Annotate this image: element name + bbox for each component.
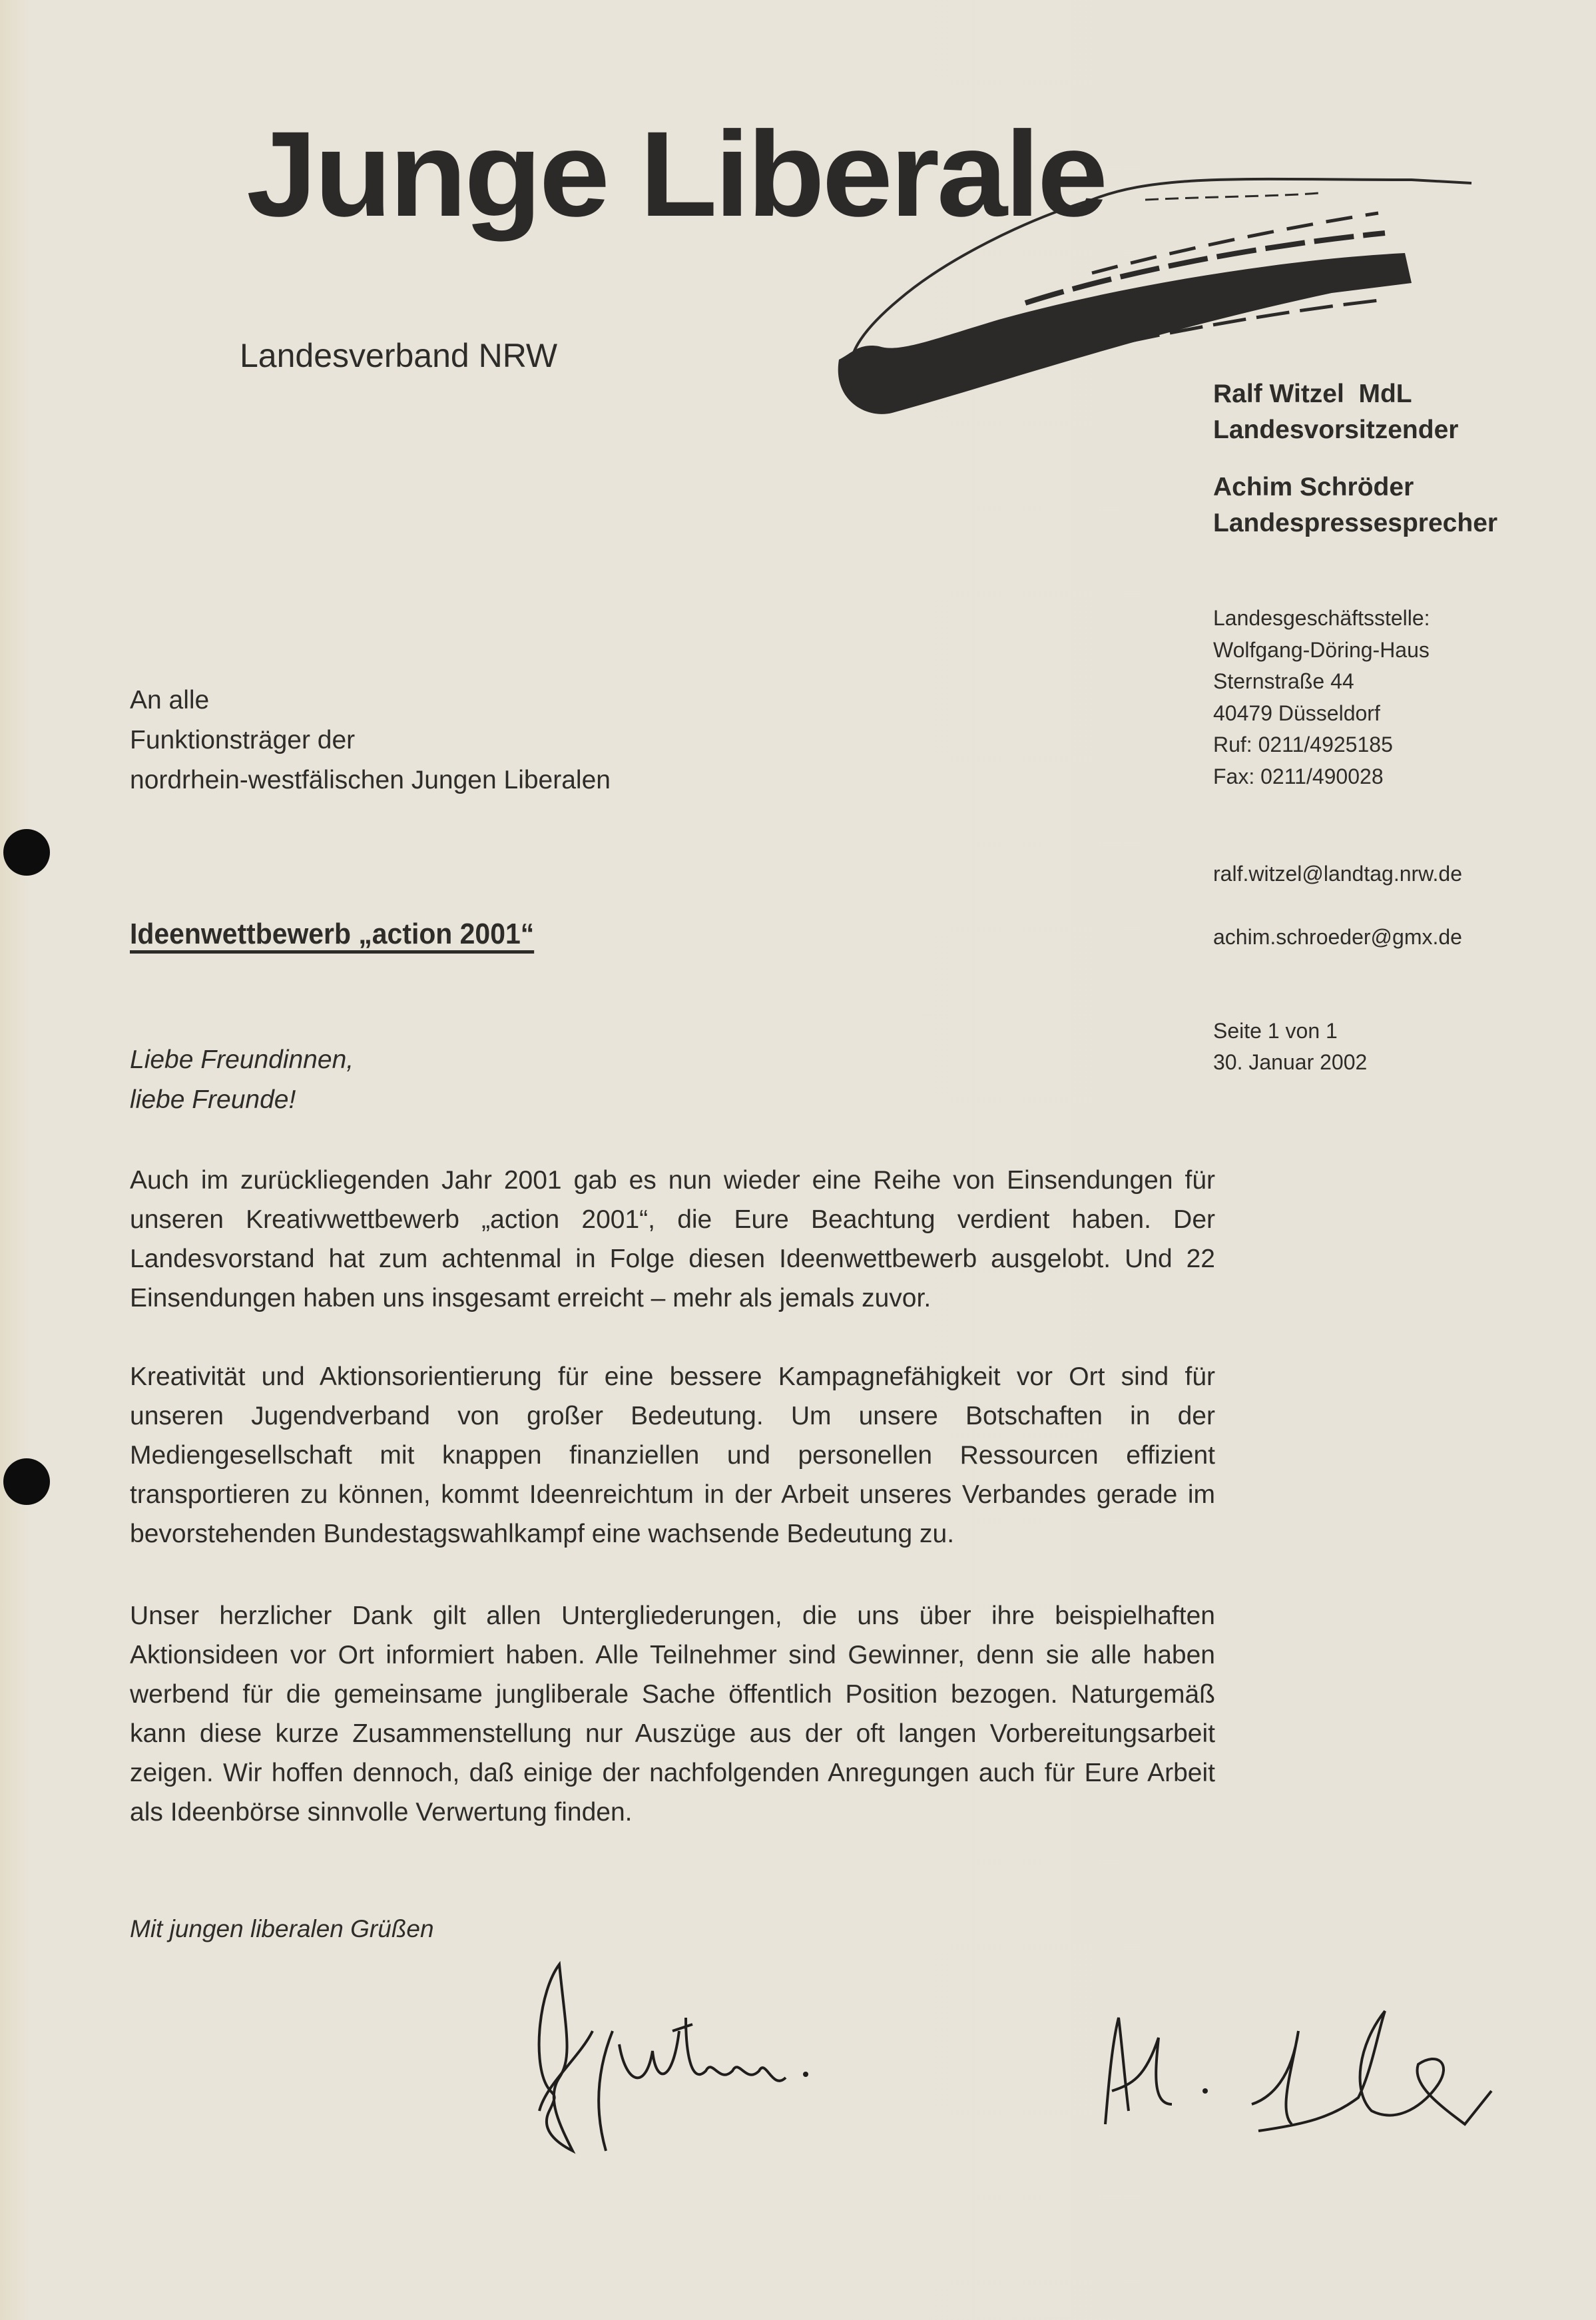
sig-witzel-stroke-1 <box>539 1964 573 2151</box>
sig-schroeder-stroke-1 <box>1105 2018 1172 2124</box>
office-phone: Ruf: 0211/4925185 <box>1213 732 1393 756</box>
email-ralf-witzel: ralf.witzel@landtag.nrw.de <box>1213 862 1462 886</box>
page-info <box>1213 1015 1367 1078</box>
office-building: Wolfgang-Döring-Haus <box>1213 637 1430 662</box>
office-street: Sternstraße 44 <box>1213 669 1354 693</box>
office-fax: Fax: 0211/490028 <box>1213 764 1384 788</box>
recipient-line-2: Funktionsträger der <box>130 726 356 754</box>
sig-schroeder-dot <box>1202 2088 1208 2094</box>
recipient-block <box>130 681 611 800</box>
recipient-line-3: nordrhein-westfälischen Jungen Liberalen <box>130 766 611 794</box>
sender-name-1: Ralf Witzel MdL <box>1213 380 1412 408</box>
punch-hole-top <box>3 829 50 876</box>
letter-date: 30. Januar 2002 <box>1213 1050 1368 1074</box>
sender-title-2: Landespressesprecher <box>1213 509 1498 537</box>
email-achim-schroeder: achim.schroeder@gmx.de <box>1213 925 1462 949</box>
signature-ralf-witzel <box>519 1951 972 2184</box>
body-paragraph-2: Kreativität und Aktionsorientierung für eine bessere Kampagnefähigkeit vor Ort sind für unseren Jugendverband von großer Bedeutung. Um unsere Botschaften in der Mediengesellschaft mit knappen finanziellen und personellen Ressourcen effizient transportieren zu können, kommt Ideenreichtum in der Arbeit unseres Verbandes gerade im bevorstehenden Bundestagswahlkampf eine wachsende Bedeutung zu. <box>130 1362 1215 1548</box>
sig-witzel-dot <box>803 2072 808 2077</box>
letter-subject: Ideenwettbewerb „action 2001“ <box>130 918 535 950</box>
org-logo-title: Junge Liberale <box>246 106 1105 242</box>
sig-witzel-stroke-4 <box>619 2018 786 2081</box>
punch-hole-bottom <box>3 1458 50 1505</box>
office-address <box>1213 603 1430 792</box>
org-subtitle: Landesverband NRW <box>240 337 558 374</box>
salutation-line-1: Liebe Freundinnen, <box>130 1045 354 1074</box>
page-number: Seite 1 von 1 <box>1213 1019 1338 1043</box>
sender-title-1: Landesvorsitzender <box>1213 416 1459 444</box>
sender-block-2 <box>1213 469 1497 541</box>
sender-name-2: Achim Schröder <box>1213 473 1414 501</box>
office-label: Landesgeschäftsstelle: <box>1213 606 1430 630</box>
closing-phrase: Mit jungen liberalen Grüßen <box>130 1915 434 1942</box>
sig-witzel-stroke-3 <box>599 2031 613 2151</box>
signature-achim-schroeder <box>1092 1991 1518 2158</box>
office-city: 40479 Düsseldorf <box>1213 701 1380 725</box>
salutation <box>130 1040 354 1120</box>
sender-block-1 <box>1213 376 1458 448</box>
salutation-line-2: liebe Freunde! <box>130 1085 296 1114</box>
swoosh-streak-4 <box>1145 193 1318 200</box>
body-paragraph-1: Auch im zurückliegenden Jahr 2001 gab es nun wieder eine Reihe von Einsendungen für unseren Kreativwettbewerb „action 2001“, die Eure Beachtung verdient haben. Der Landesvorstand hat zum achtenmal in Folge diesen Ideenwettbewerb ausgelobt. Und 22 Einsendungen haben uns insgesamt erreicht – mehr als jemals zuvor. <box>130 1166 1215 1312</box>
body-paragraph-3: Unser herzlicher Dank gilt allen Untergliederungen, die uns über ihre beispielhaften Aktionsideen vor Ort informiert haben. Alle Teilnehmer sind Gewinner, denn sie alle haben werbend für die gemeinsame jungliberale Sache öffentlich Position bezogen. Naturgemäß kann diese kurze Zusammenstellung nur Auszüge aus der oft langen Vorbereitungsarbeit zeigen. Wir hoffen dennoch, daß einige der nachfolgenden Anregungen auch für Eure Arbeit als Ideenbörse sinnvolle Verwertung finden. <box>130 1601 1215 1827</box>
sig-schroeder-stroke-2 <box>1252 2011 1491 2131</box>
recipient-line-1: An alle <box>130 686 210 715</box>
swoosh-outline <box>1092 179 1471 200</box>
